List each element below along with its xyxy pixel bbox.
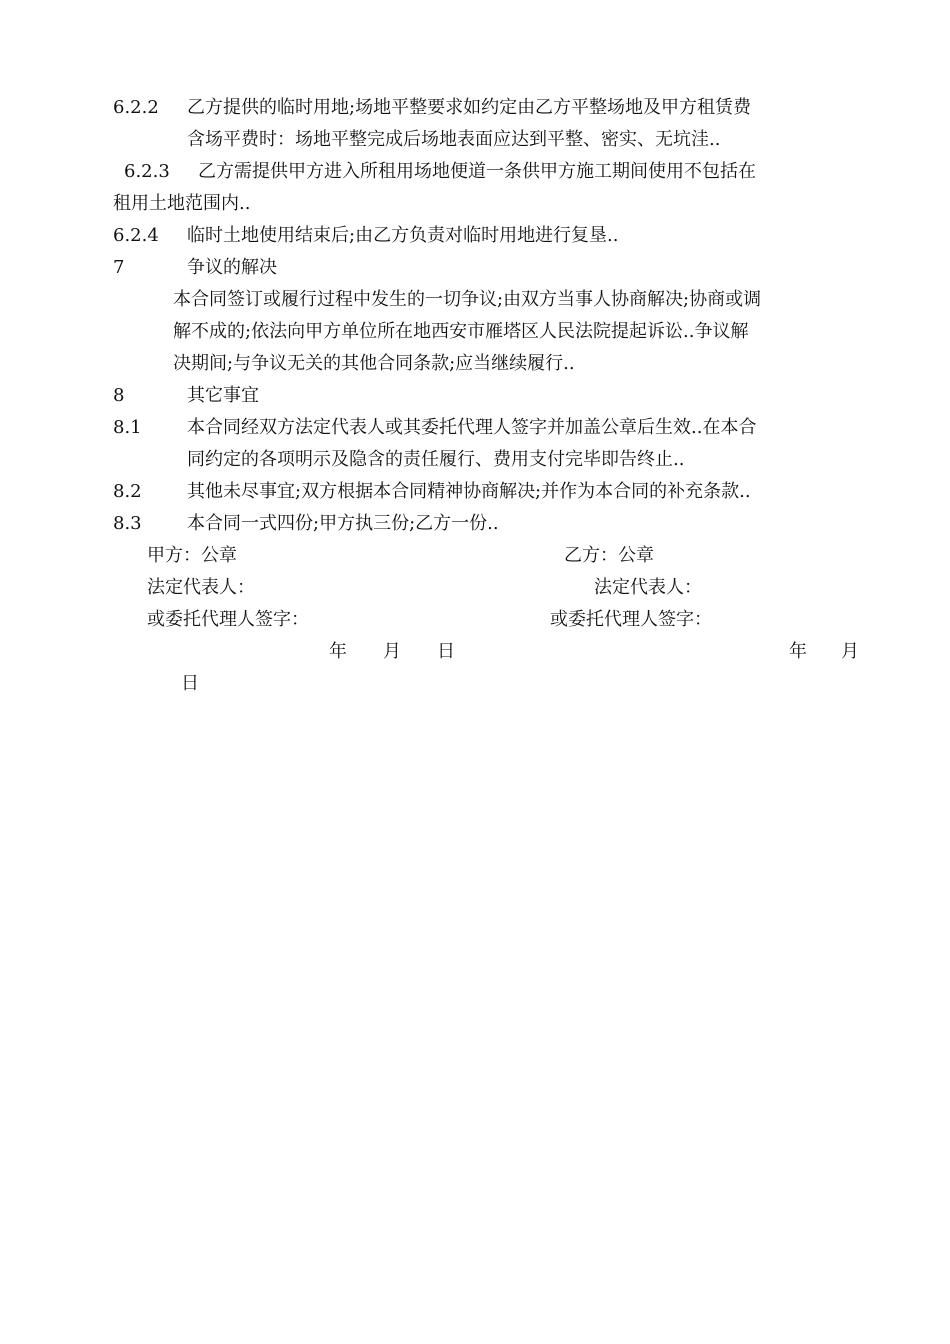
party-b-date-year: 年 — [789, 641, 807, 662]
party-a-date-year: 年 — [329, 641, 347, 662]
party-b-agent-signature: 或委托代理人签字： — [550, 609, 712, 630]
section-number-7: 7 — [113, 257, 125, 278]
clause-8-2-line-1: 其他未尽事宜;双方根据本合同精神协商解决;并作为本合同的补充条款.. — [187, 481, 751, 502]
section-7-para-line-3: 决期间;与争议无关的其他合同条款;应当继续履行.. — [173, 353, 575, 374]
clause-8-1-line-1: 本合同经双方法定代表人或其委托代理人签字并加盖公章后生效..在本合 — [187, 417, 757, 438]
clause-number-6-2-4: 6.2.4 — [113, 225, 159, 246]
party-a-legal-rep: 法定代表人： — [147, 577, 255, 598]
clause-8-3-line-1: 本合同一式四份;甲方执三份;乙方一份.. — [187, 513, 499, 534]
clause-number-6-2-3: 6.2.3 — [124, 161, 170, 182]
clause-number-8-3: 8.3 — [113, 513, 142, 534]
section-7-title: 争议的解决 — [187, 257, 277, 278]
clause-6-2-4-line-1: 临时土地使用结束后;由乙方负责对临时用地进行复垦.. — [187, 225, 619, 246]
party-a-date-day: 日 — [437, 641, 455, 662]
clause-number-8-2: 8.2 — [113, 481, 142, 502]
clause-6-2-2-line-2: 含场平费时：场地平整完成后场地表面应达到平整、密实、无坑洼.. — [187, 129, 721, 150]
section-number-8: 8 — [113, 385, 125, 406]
party-b-date-month: 月 — [841, 641, 859, 662]
clause-8-1-line-2: 同约定的各项明示及隐含的责任履行、费用支付完毕即告终止.. — [187, 449, 685, 470]
party-a-agent-signature: 或委托代理人签字： — [147, 609, 309, 630]
clause-6-2-2-line-1: 乙方提供的临时用地;场地平整要求如约定由乙方平整场地及甲方租赁费 — [187, 97, 752, 118]
party-b-seal: 乙方：公章 — [564, 545, 654, 566]
clause-6-2-3-line-1: 乙方需提供甲方进入所租用场地便道一条供甲方施工期间使用不包括在 — [198, 161, 756, 182]
party-b-date-day: 日 — [181, 673, 199, 694]
clause-number-6-2-2: 6.2.2 — [113, 97, 159, 118]
party-b-legal-rep: 法定代表人： — [594, 577, 702, 598]
clause-number-8-1: 8.1 — [113, 417, 142, 438]
clause-6-2-3-line-2: 租用土地范围内.. — [113, 193, 251, 214]
section-7-para-line-2: 解不成的;依法向甲方单位所在地西安市雁塔区人民法院提起诉讼..争议解 — [173, 321, 749, 342]
section-7-para-line-1: 本合同签订或履行过程中发生的一切争议;由双方当事人协商解决;协商或调 — [173, 289, 762, 310]
party-a-seal: 甲方：公章 — [147, 545, 237, 566]
section-8-title: 其它事宜 — [187, 385, 259, 406]
party-a-date-month: 月 — [383, 641, 401, 662]
